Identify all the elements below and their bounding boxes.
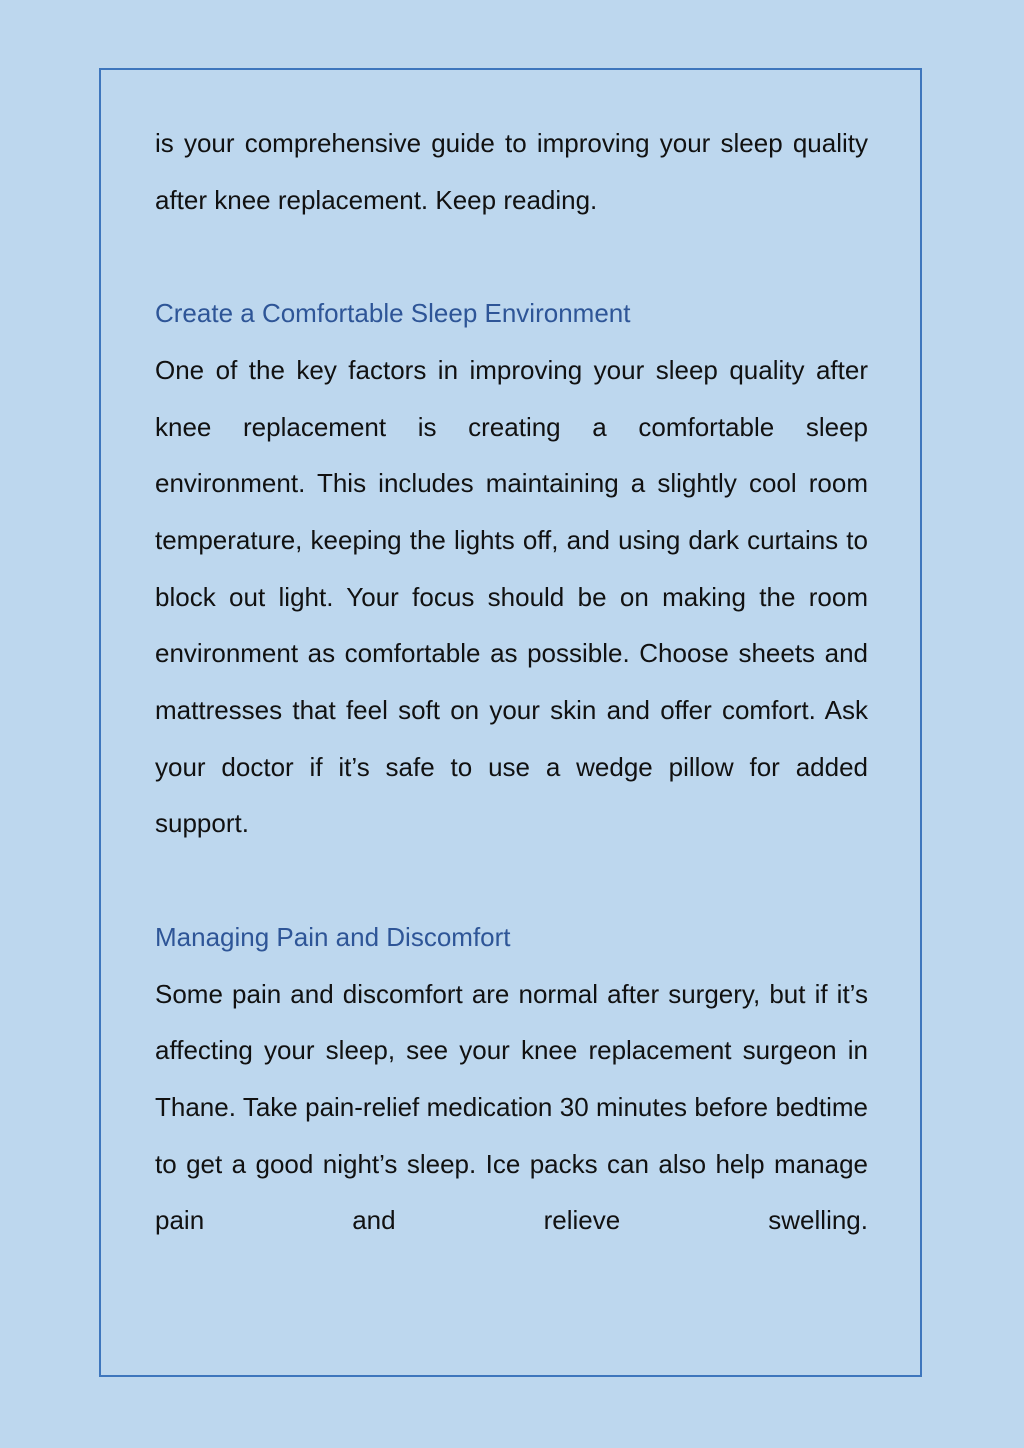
intro-paragraph: is your comprehensive guide to improving your sleep quality after knee replacement. Keep reading.: [155, 128, 868, 215]
document-content: [155, 115, 868, 1249]
section-body-pain-management: Some pain and discomfort are normal after surgery, but if it’s affecting your sleep, see your knee replacement surgeon in Thane. Take pain-relief medication 30 minutes before bedtime to get a good night’s sleep. Ice packs can also help manage pain and relieve swelling.: [155, 978, 868, 1236]
paragraph-spacer: [155, 228, 868, 285]
paragraph-spacer: [155, 852, 868, 909]
section-body-sleep-environment: One of the key factors in improving your sleep quality after knee replacement is creating a comfortable sleep environment. This includes maintaining a slightly cool room temperature, keeping the lights off, and using dark curtains to block out light. Your focus should be on making the room environment as comfortable as possible. Choose sheets and mattresses that feel soft on your skin and offer comfort. Ask your doctor if it’s safe to use a wedge pillow for added support.: [155, 354, 868, 839]
section-heading-sleep-environment: Create a Comfortable Sleep Environment: [155, 298, 631, 329]
section-heading-pain-management: Managing Pain and Discomfort: [155, 921, 511, 952]
